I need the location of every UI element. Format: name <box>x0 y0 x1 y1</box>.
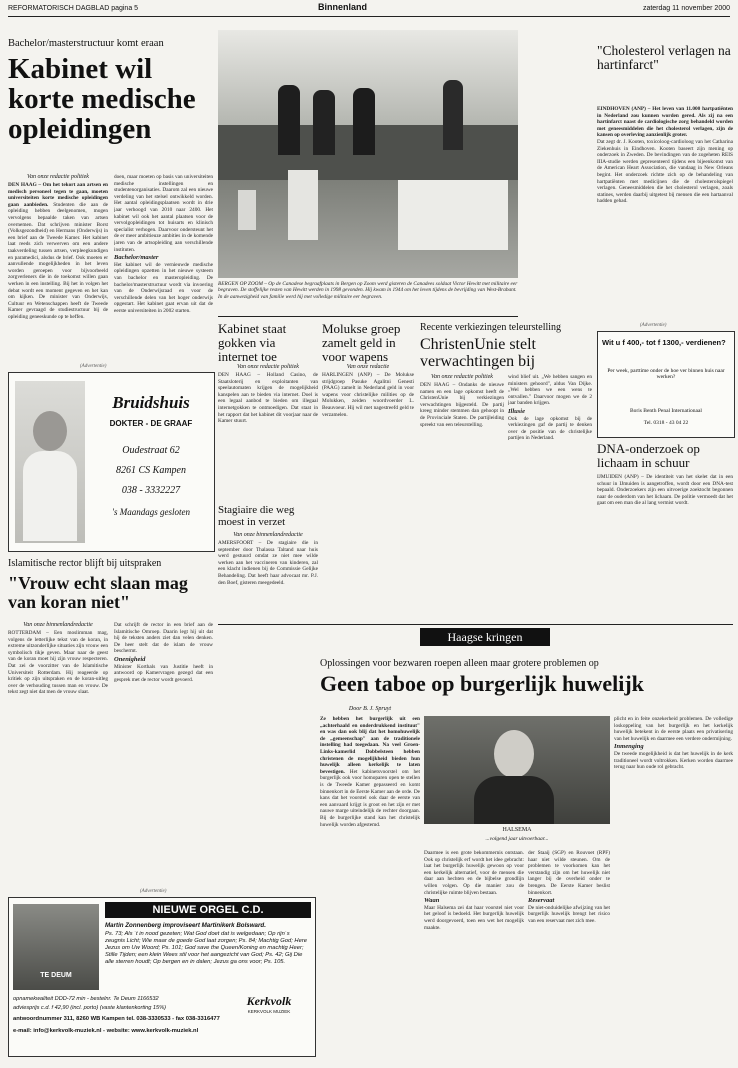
article1-col2 <box>114 174 213 360</box>
article6-col2-text: wind blief uit. „We hebben sangen en ministers gehoord", aldus Van Dijke. „Wel hebben we een wens te ontvallen." Daarvoor mogen we de 2 jaar banden krijgen. <box>508 374 592 407</box>
main-kicker: Oplossingen voor bezwaren roepen alleen maar grotere problemen op <box>320 658 599 669</box>
article6-byline: Van onze redactie politiek <box>431 374 493 380</box>
ad1-note: 's Maandags gesloten <box>112 507 190 517</box>
kerkvolk-logo-sub: KERKVOLK MUZIEK <box>247 1009 291 1014</box>
main-col2 <box>424 850 524 1060</box>
photo-funeral <box>218 30 518 278</box>
ad1-phone: 038 - 3332227 <box>121 485 181 496</box>
article4-headline: Stagiaire die weg moest in verzet <box>218 504 295 528</box>
main-subhead-reservaat: Reservaat <box>528 897 555 905</box>
ad-orgel-address: antwoordnummer 311, 8260 WB Kampen tel. 038-3330533 - fax 038-3316477 <box>13 1016 220 1022</box>
article5-body: HARLINGEN (ANP) – De Molukse strijdgroep Pasuke Agalitni Genesti (PAAG) zamelt in Nederland geld in voor wapens voor christelijke milities op de Molukken, zeiden woordvoerder L. Beauvoeur. Hij wil met nagestreefd geld te verzamelen. <box>322 372 414 418</box>
ad-orgel-label: (Advertentie) <box>140 889 167 894</box>
ad1-city: 8261 CS Kampen <box>116 465 186 476</box>
article6-body: DEN HAAG – Ondanks de nieuwe namen en een lage opkomst heeft de ChristenUnie bij verkiezingen verwachtingen bijgesteld. De partij kreeg minder stemmen dan gehoopt in de Provinciale Staten. De partijleiding spreekt van een teleurstelling. <box>420 382 504 428</box>
main-body: Het kabinetsvoorstel om het burgerlijk ook voor homoparen open te stellen is de Tweede Kamer gepasseerd en komt binnenkort in de Eerste Kamer aan de orde. De kans dat het voorstel ook daar de eerste van een aanvaard krijgt is groot en het zijn er met nauwe marge uiteindelijk de rechter doorgaan. Bij de burgerlijke stand kan het christelijk huwelijk worden afgestemd. <box>320 768 420 828</box>
kerkvolk-logo: Kerkvolk <box>246 994 292 1008</box>
article2-col2 <box>114 622 213 835</box>
main-col1 <box>320 716 420 1060</box>
ad-orgel-line4: adviesprijs c.d. f 42,90 (incl. porto) (vaste klantenkorting 15%) <box>13 1005 166 1011</box>
main-headline: Geen taboe op burgerlijk huwelijk <box>320 671 644 696</box>
article6-col2 <box>508 374 592 620</box>
article1-byline: Van onze redactie politiek <box>27 174 89 180</box>
bride-photo <box>15 381 85 543</box>
chol-headline: "Cholesterol verlagen na hartinfarct" <box>597 43 731 72</box>
ad1-label: (Advertentie) <box>80 364 107 369</box>
main-subhead-inmenging: Inmenging <box>614 743 644 751</box>
ad-right-label: (Advertentie) <box>640 323 667 328</box>
article2-col2-text: Dat schrijft de rector in een brief aan de Islamitische Omroep. Daarin legt hij uit dat hij de teksten anders ziet dan velen denken. De heer stelt dat de islam de vrouw beschermt. <box>114 622 213 655</box>
article6-col2b-text: Ook de lage opkomst bij de verkiezingen gaf de partij te denken over de positie van de christelijke partijen in Nederland. <box>508 415 592 442</box>
header-left: REFORMATORISCH DAGBLAD pagina 5 <box>8 5 139 12</box>
article1-subhead: Bachelor/master <box>114 254 159 262</box>
article3-byline: Van onze redactie politiek <box>237 364 299 370</box>
main-col4-text: plicht en in feite onzekerheid problemen. De volledige loskoppeling van het burgerlijk en het kerkelijk huwelijk betekent in de eerste plaats een privatisering van het huwelijk en daarmee een verdere ondermijning. <box>614 716 733 742</box>
main-byline: Door B. J. Spruyt <box>348 706 392 712</box>
ad-orgel-tracklist: Ps. 73; Als ´t in nood gezeten; Wat God doet dat is welgedaan; Op rijn´s zeugnis Licht; Wie maar de goede God laat zorgen; Ps. 84; Machtig God; Here Jezus om Uw Woord; Ps. 101; God save the Queen/Koning en machtig Heer; Stille Tijden; een klein Wees stil voor het aangezicht van God; Ps. 42; Gij Die alle sterren houdt; Op bergen en in dalen; Jezus ga ons voor; Ps. 105. <box>105 931 307 965</box>
ad1-name: Bruidshuis <box>112 393 190 412</box>
main-col3-text: der Staaij (SGP) en Rouvoet (RPF) haar niet wilde steunen. Om de problemen te voorkomen kan het verstandig zijn om het huwelijk niet langer bij de overheid onder te brengen. De Eerste Kamer beslist binnenkort. <box>528 850 610 896</box>
ad1-sub: DOKTER - DE GRAAF <box>109 419 193 428</box>
ad-right-text: Per week, parttime onder de hoe ver binnen huis naar werken? <box>607 368 725 380</box>
article1-text: Studenten die aan de opleiding hebben deelgenomen, mogen vervolgens bepaalde taken van artsen overnemen. Dat schrijven minister Borst (Volksgezondheid) en Hermans (Onderwijs) in een brief aan de Tweede Kamer. Het kabinet laat reeds zich verwerven om een andere taakverdeling tussen artsen, verpleegkundigen en paramedici, alsdus de brief. Ook moeten er aanvullende mogelijkheden in het leven worden geroepen voor bijvoorbeeld zorgverleners die in de toekomst willen gaan werken in een instelling. Bij het in volgen het debat wordt een moment gegeven en het kan om kijken. De minister van Onderwijs, Cultuur en Wetenschappen heeft de Tweede Kamer gevraagd de studiestructuur bij de opleiding geneeskunde op te heffen. <box>8 201 108 320</box>
chol-body <box>597 106 733 320</box>
cd-cover <box>13 904 99 990</box>
page-header <box>8 2 730 17</box>
ad-right-title: Wit u f 400,- tot f 1300,- verdienen? <box>602 338 726 347</box>
ad-orgel-line1: Martin Zonnenberg improviseert Martinikerk Bolsward. <box>105 922 266 929</box>
article2-body: ROTTERDAM – Een moslimman mag, volgens de letterlijke tekst van de koran, in extreme uitzonderlijke situaties zijn vrouw een symbolisch tikje geven. Maar naar de geest van de koran moet hij zijn vrouw respecteren. Dat zei de voorzitter van de Islamitische Universiteit Rotterdam. Hij reageerde op kritiek op zijn uitspraken en de koran-uitleg over de verhouding tussen man en vrouw. De tekst zegt niet dat men de vrouw slaat. <box>8 630 108 696</box>
article1-col2-text: doen, maar moeten op basis van universiteiten medische instellingen en studentenorganisaties. Daarom zal een nieuwe verdeling van het stelsel ontwikkeld worden. Het aantal opleidingsplaatsen wordt in drie jaar verhoogd van 2010 naar 2400. Het kabinet wil ook het aantal plaatsen voor de vervolgopleidingen tot huisarts en klinisch specialist verhogen. Daarvoor ondersteunt het de er meer ambitieuze ambities in de komende jaren van de artsopleiding aan verschillende instituten. <box>114 174 213 253</box>
dna-headline: DNA-onderzoek op lichaam in schuur <box>597 441 700 470</box>
article1-lead: DEN HAAG – Om het tekort aan artsen en medisch personeel tegen te gaan, moeten universiteiten korte medische opleidingen gaan aanbieden. <box>8 182 108 208</box>
chol-text: Dat zegt dr. J. Kooten, toxicoloog-cardioloog van het Catharina Ziekenhuis in Eindhoven. Kooten baseert zijn mening op onderzoek in Zweden. De bevindingen van de zogeheten REIS IIIA-studie werden gepresenteerd tijdens een bijeenkomst van de American Heart Association, die vandaag in New Orleans begint. Het onderzoek richtte zich op de behandeling van hartpatiënten met medicijnen die de cholesterolspiegel verlagen. Geneesmiddelen die het cholesterol verlagen, zoals statines, werden daarbij uitgetest bij mensen die een hartaanval hadden gehad. <box>597 138 733 205</box>
article6-kicker: Recente verkiezingen teleurstelling <box>420 322 562 333</box>
halsema-photo <box>424 716 610 824</box>
header-date: zaterdag 11 november 2000 <box>642 5 730 12</box>
article6-subhead: Illusie <box>508 407 525 415</box>
halsema-subcaption: ...volgend jaar uitvoerbaar... <box>485 836 549 842</box>
main-col4 <box>614 716 733 1060</box>
article1-kicker: Bachelor/masterstructuur komt eraan <box>8 38 164 49</box>
article2-subhead: Onenigheid <box>114 655 146 663</box>
ad-right-contact: Boris Benth Penal Internationaal <box>630 408 702 414</box>
ad-orgel-title: NIEUWE ORGEL C.D. <box>105 902 311 918</box>
article2-byline: Van onze binnenlandredactie <box>23 622 93 628</box>
article2-headline: "Vrouw echt slaan mag van koran niet" <box>8 573 188 612</box>
main-col2-text: Daarmee is een grote bekommernis ontstaan. Ook op christelijk erf wordt het idee gebracht: laat het burgerlijk huwelijk gewoon op voor een kerkelijk alternatief, voor de mensen die daar aan hechten en de bijbelse grondlijn willen volgen. Op die manier zou de christelijke ruimte blijven bestaan. <box>424 850 524 896</box>
article3-body: DEN HAAG – Holland Casino, de Staatsloterij en exploitanten van speelautomaten krijgen de mogelijkheid kanspelen aan te bieden via internet. Doel is een legaal aanbod te bieden om illegaal internetgokken te ontmoedigen. Dat staat in het rapport dat het kabinet dit voorjaar naar de Kamer stuurt. <box>218 372 318 425</box>
rubric-banner: Haagse kringen <box>420 628 550 646</box>
chol-lead: EINDHOVEN (ANP) – Het leven van 11.000 hartpatiënten in Nederland zou kunnen worden gered. Als zij na een hartinfarct naast de cardiologische zorg behandeld worden met geneesmiddelen die het cholesterol verlagen, zijn de kansen op overleving aanzienlijk groter. <box>597 106 733 139</box>
cd-cover-label: TE DEUM <box>40 972 72 979</box>
article5-headline: Molukse groep zamelt geld in voor wapens <box>322 321 401 364</box>
article1-body <box>8 182 108 360</box>
main-col3b-text: De niet-onduidelijke afwijzing van het burgerlijk huwelijk brengt het risico van een reservaat met zich mee. <box>528 904 610 924</box>
dna-body: IJMUIDEN (ANP) – De identiteit van het skelet dat in een schuur in IJmuiden is aangetroffen, wordt door een DNA-test bepaald. Onderzoekers zijn een uitvoerige zoektocht begonnen naar de ouderdom van het lichaam. De politie vermoedt dat het gaat om een man die al lang vermist wordt. <box>597 474 733 507</box>
photo-caption: BERGEN OP ZOOM – Op de Canadese begraafplaats in Bergen op Zoom werd gisteren de Canadees soldaat Victor Hewitt met militaire eer begraven. De stoffelijke resten van Hewitt werden in 1998 gevonden. Hij kwam in 1944 om het leven tijdens de bevrijding van West-Brabant. In de aanwezigheid van familie werd hij met volledige militaire eer begraven. <box>218 281 518 300</box>
main-col2b-text: Maar Halsema zei dat haar voorstel niet voor het geloof is bedoeld. Het burgerlijk huwelijk werd doorgevoerd, toen een wet het mogelijk maakte. <box>424 904 524 931</box>
ad-orgel-contact: e-mail: info@kerkvolk-muziek.nl - website: www.kerkvolk-muziek.nl <box>13 1028 199 1034</box>
main-col3 <box>528 850 610 1060</box>
main-col4b-text: De tweede mogelijkheid is dat het huwelijk in de kerk traditioneel wordt voltrokken. Kerken worden daarmee terug naar hun oude rol gebracht. <box>614 750 733 771</box>
article1-col2b-text: Het kabinet wil de vernieuwde medische opleidingen opzetten in het nieuwe systeem van bachelor en masteropleiding. De bachelor/masterstructuur wordt via invoering van de Onderwijsraad en voor de verschillende delen van het hoger onderwijs opgestart. Het kabinet gaat ervan uit dat de eerste universiteiten in 2002 starten. <box>114 261 213 314</box>
ad-bruidshuis <box>8 372 215 552</box>
halsema-caption: HALSEMA <box>502 827 532 833</box>
section-title: Binnenland <box>318 2 367 12</box>
article6-headline: ChristenUnie stelt verwachtingen bij <box>420 336 536 370</box>
ad1-address: Oudestraat 62 <box>122 445 180 456</box>
article4-body: AMERSFOORT – De stagiaire die in september door Thalassa Taltand naar huis werd gestuurd omdat ze niet mee wilde werken aan het vaccineren van kinderen, zal een klacht indienen bij de Commissie Gelijke Behandeling. Dat heeft haar advocaat mr. P.J. den Boef, gisteren meegedeeld. <box>218 540 318 586</box>
ad-orgel <box>8 897 316 1057</box>
article4-byline: Van onze binnenlandredactie <box>233 532 303 538</box>
article2-kicker: Islamitische rector blijft bij uitspraken <box>8 558 162 569</box>
article1-headline: Kabinet wil korte medische opleidingen <box>8 53 196 145</box>
ad-right-phone: Tel. 0318 - 43 04 22 <box>643 420 689 426</box>
article3-headline: Kabinet staat gokken via internet toe <box>218 321 287 364</box>
article5-byline: Van onze redactie <box>346 364 390 370</box>
ad-orgel-line3: opnamekwaliteit DDD-72 min - bestelnr. Te Deum 1166532 <box>13 996 159 1002</box>
main-subhead-waan: Waan <box>424 897 440 905</box>
article2-col2b-text: Minister Korthals van Justitie heeft in antwoord op Kamervragen gezegd dat een gesprek met de rector wordt gevoerd. <box>114 663 213 683</box>
main-lead: Ze hebben het burgerlijk uit een „achterhaald en onderdrukkend instituut" en was dan ook blij dat het homohuwelijk de „gemeenschap" aan de traditionele instelling had toegedaan. Na veel Groen-Links-kamerlid Dobbelsteen hebben christenen de mogelijkheid bieden hun huwelijk alleen kerkelijk te laten bevestigen. <box>320 716 420 775</box>
ad-right <box>597 331 735 438</box>
